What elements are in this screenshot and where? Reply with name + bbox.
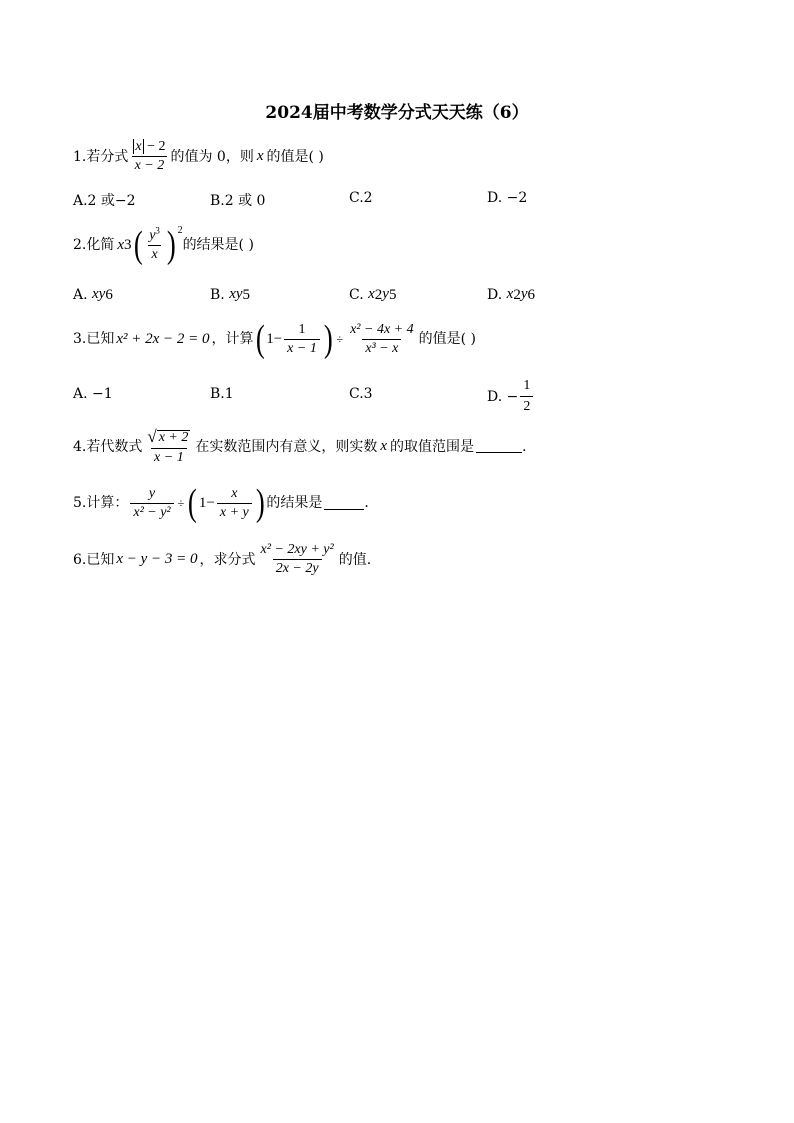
q4-fraction [144,428,193,465]
q2-option-b[interactable]: B. xy 5 [210,286,251,303]
q1-option-c[interactable]: C.2 [349,190,373,206]
q4-prefix: 4.若代数式 [73,438,143,455]
q3-suffix: 的值是( ) [418,331,476,347]
q4-suffix: 的取值范围是 [390,438,475,455]
q5-inner-left: 1− [198,494,215,511]
q4-var: x [380,438,388,454]
q2-option-a-base: xy [92,286,106,302]
q3-option-c[interactable]: C.3 [349,386,373,402]
q6-frac-num: x² − 2xy + y² [260,542,334,557]
q5-answer-blank[interactable] [324,497,364,510]
q2-outer-exp: 2 [177,225,183,236]
q1-option-d[interactable]: D. −2 [487,190,528,206]
q3-frac-num: x² − 4x + 4 [350,321,414,337]
q5-end: . [364,495,369,511]
q2-left-paren: ( [133,224,143,266]
q2-option-c-label: C. [349,286,364,303]
q1-option-b[interactable]: B.2 或 0 [210,193,266,209]
q3-condition: x² + 2x − 2 = 0 [116,330,210,347]
q2-option-c[interactable]: C. x 2 y 5 [349,286,397,303]
q1-denominator: x − 2 [132,156,168,173]
q3-inner-fraction [284,323,320,356]
q1-num-rest: − 2 [147,139,166,154]
q4-answer-blank[interactable] [476,440,522,453]
q5-left-paren: ( [188,482,197,524]
q2-option-d-base2: y [520,286,528,302]
q2-option-a-label: A. [73,286,88,303]
q1-fraction [130,140,168,173]
q4-den: x − 1 [151,448,187,465]
q3-fraction [347,323,417,356]
q3-option-d-den: 2 [520,396,533,415]
q5-frac1-den: x² − y² [130,503,173,520]
q2-option-d-label: D. [487,286,503,303]
sqrt-icon: √ [147,427,157,446]
q6-fraction [258,543,337,576]
q3-option-b[interactable]: B.1 [210,386,234,402]
q3-middle: ，计算 [211,331,254,347]
q5-inner-fraction [217,487,252,520]
question-4 [73,428,754,465]
q4-middle: 在实数范围内有意义，则实数 [195,438,378,455]
q2-fraction [146,224,163,262]
q3-option-a[interactable]: A. −1 [73,386,113,402]
q5-inner-den: x + y [217,503,252,520]
q1-suffix-b: 的值是( ) [266,148,324,165]
q3-prefix: 3.已知 [73,331,115,347]
q2-options [73,286,753,306]
q2-frac-num: y [149,227,156,243]
q3-inner-num: 1 [298,321,306,337]
q3-option-d[interactable] [487,378,535,415]
q3-divide-sign: ÷ [336,332,344,346]
q1-option-a[interactable]: A.2 或−2 [73,193,136,209]
q2-option-b-label: B. [210,286,225,303]
q5-prefix: 5.计算： [73,495,129,511]
q5-inner-num: x [231,485,238,501]
q2-option-c-base2: y [382,286,389,302]
q2-frac-den: x [148,245,160,262]
q3-left-paren: ( [255,318,265,360]
q2-option-c-base1: x [368,286,375,302]
q6-middle: ，求分式 [199,551,256,568]
question-6 [73,543,754,576]
q2-frac-num-exp: 3 [155,224,160,235]
q1-options [73,190,753,210]
q4-end: . [522,438,527,455]
q2-prefix: 2.化简 [73,237,115,253]
q2-option-d[interactable]: D. x 2 y 6 [487,286,535,303]
q5-suffix: 的结果是 [266,495,323,511]
q2-option-b-base: xy [229,286,243,302]
q5-divide-sign: ÷ [177,496,185,510]
q2-right-paren: ) [166,224,176,266]
q6-prefix: 6.已知 [73,551,115,568]
question-2: 2.化简 x 3 ( $\frac{y^3}{x}$ ) 2 的结果是( ) [73,224,254,266]
q3-option-d-label: D. − [487,388,519,405]
q3-frac-den: x³ − x [362,339,401,356]
q3-right-paren: ) [323,318,333,360]
q2-option-a[interactable]: A. xy 6 [73,286,113,303]
q5-fraction-1 [130,487,173,520]
q2-suffix: 的结果是( ) [182,237,254,253]
q1-abs-var: x [135,139,142,154]
q6-condition: x − y − 3 = 0 [116,551,198,567]
q3-inner-left: 1− [266,330,283,347]
question-5 [73,484,754,522]
q1-var: x [256,148,264,164]
q3-option-d-fraction [520,378,533,415]
q4-sqrt-body: x + 2 [158,430,189,445]
q6-suffix: 的值. [338,551,372,568]
question-3 [73,320,754,358]
q3-options [73,380,753,420]
q5-frac1-num: y [148,485,156,501]
q5-right-paren: ) [255,482,265,524]
q3-option-d-num: 1 [523,378,531,393]
question-1 [73,140,754,173]
page-title: 2024届中考数学分式天天练（6） [265,103,529,123]
q1-prefix: 1.若分式 [73,148,129,165]
q2-option-d-base1: x [506,286,514,302]
q1-suffix-a: 的值为 0，则 [170,148,254,165]
q2-base: x [117,236,125,253]
q3-inner-den: x − 1 [284,339,320,356]
q6-frac-den: 2x − 2y [273,559,322,576]
